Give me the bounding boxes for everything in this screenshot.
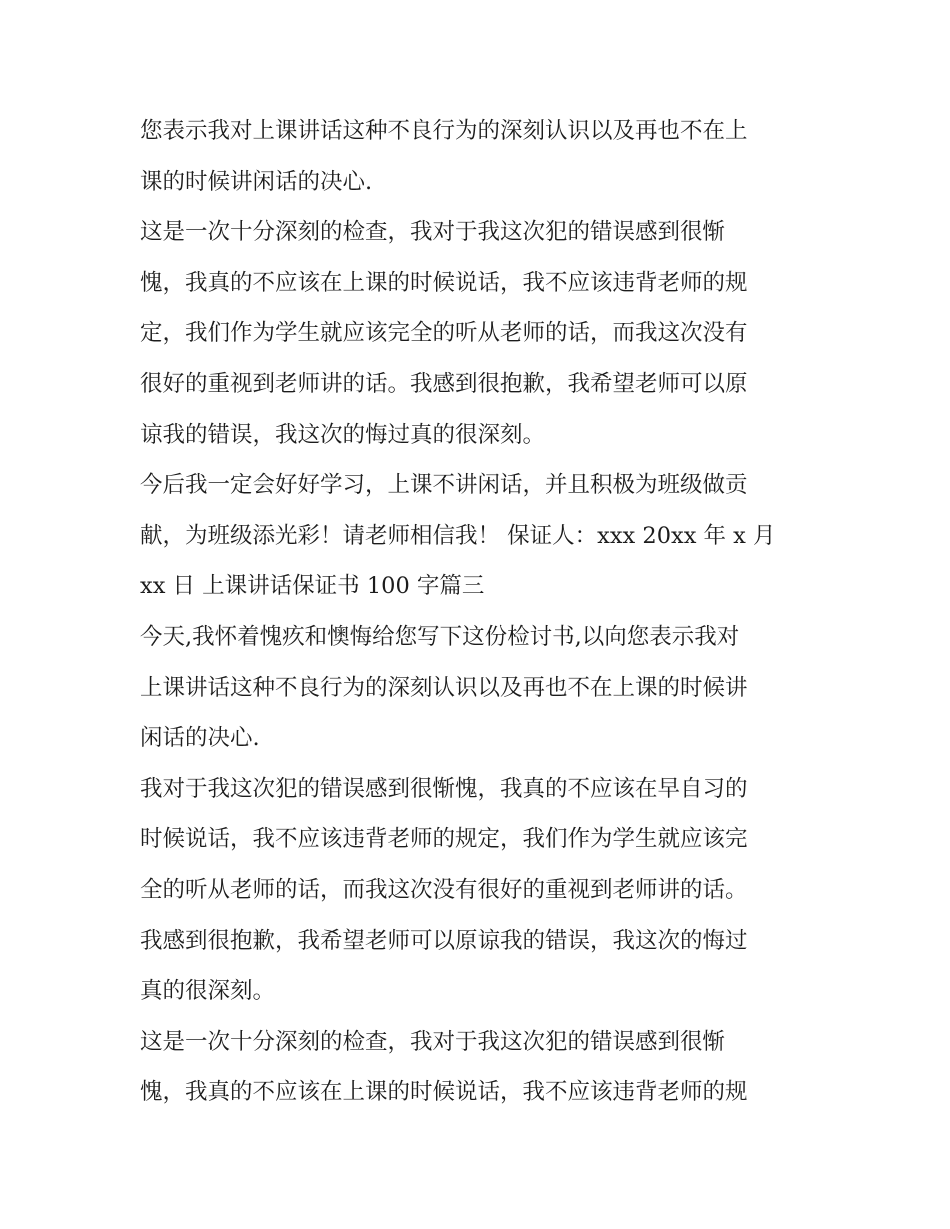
text-line: 时候说话，我不应该违背老师的规定，我们作为学生就应该完	[140, 826, 748, 853]
text-line: 上课讲话这种不良行为的深刻认识以及再也不在上课的时候讲	[140, 674, 748, 701]
text-line: 谅我的错误，我这次的悔过真的很深刻。	[140, 421, 546, 448]
text-line: 我对于我这次犯的错误感到很惭愧，我真的不应该在早自习的	[140, 775, 748, 802]
text-line: 课的时候讲闲话的决心.	[140, 168, 373, 195]
document-body	[140, 106, 830, 1118]
text-line: 您表示我对上课讲话这种不良行为的深刻认识以及再也不在上	[140, 118, 748, 144]
text-line: 闲话的决心.	[140, 725, 260, 752]
text-line: 全的听从老师的话，而我这次没有很好的重视到老师讲的话。	[140, 876, 748, 903]
text-line: 愧，我真的不应该在上课的时候说话，我不应该违背老师的规	[140, 1079, 748, 1106]
text-line: 献，为班级添光彩！请老师相信我！ 保证人：xxx 20xx 年 x 月	[140, 522, 776, 549]
text-line: 这是一次十分深刻的检查，我对于我这次犯的错误感到很惭	[140, 1028, 726, 1055]
text-line: 真的很深刻。	[140, 978, 276, 1005]
text-line: 这是一次十分深刻的检查，我对于我这次犯的错误感到很惭	[140, 219, 726, 246]
text-line: 我感到很抱歉，我希望老师可以原谅我的错误，我这次的悔过	[140, 927, 748, 954]
text-line: 愧，我真的不应该在上课的时候说话，我不应该违背老师的规	[140, 269, 748, 296]
text-line: 很好的重视到老师讲的话。我感到很抱歉，我希望老师可以原	[140, 370, 748, 397]
text-line: xx 日 上课讲话保证书 100 字篇三	[140, 573, 485, 600]
text-line: 今天,我怀着愧疚和懊悔给您写下这份检讨书,以向您表示我对	[140, 623, 740, 650]
text-line: 定，我们作为学生就应该完全的听从老师的话，而我这次没有	[140, 320, 748, 347]
text-line: 今后我一定会好好学习，上课不讲闲话，并且积极为班级做贡	[140, 472, 748, 499]
